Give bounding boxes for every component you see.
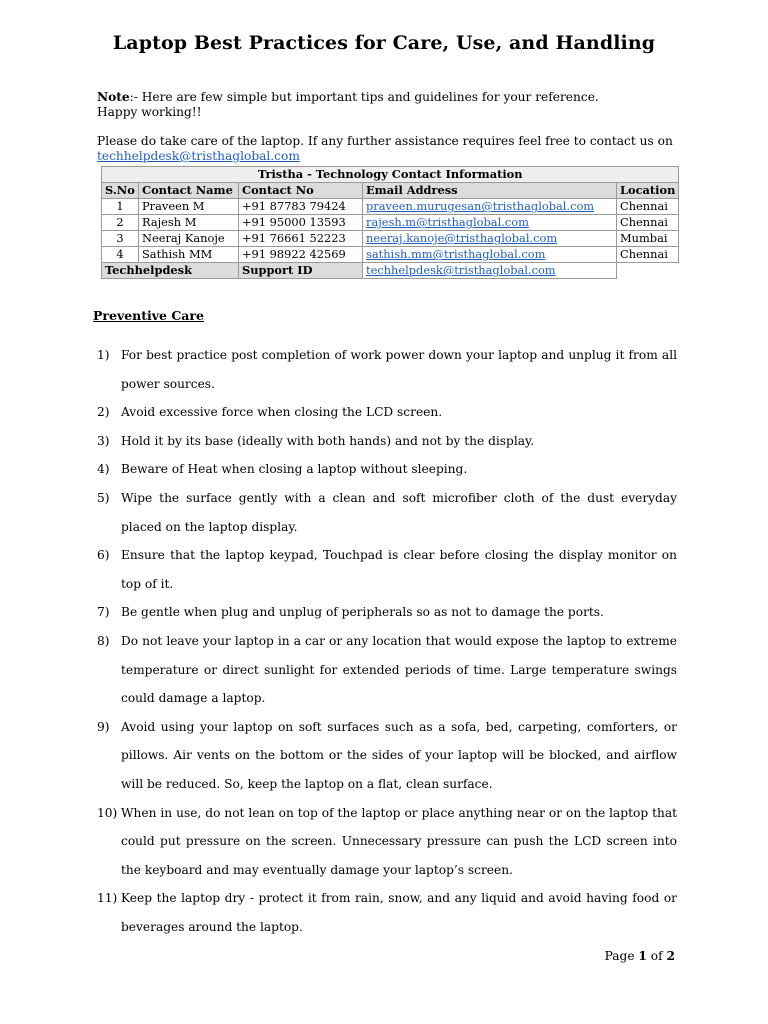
- cell-email-link[interactable]: neeraj.kanoje@tristhaglobal.com: [366, 231, 558, 245]
- table-row: [102, 199, 679, 215]
- item-text: Ensure that the laptop keypad, Touchpad is clear before closing the display monitor on top of it.: [121, 548, 677, 591]
- note-text: :- Here are few simple but important tips and guidelines for your reference.: [129, 90, 599, 104]
- item-text: Hold it by its base (ideally with both hands) and not by the display.: [121, 433, 535, 448]
- list-item: [97, 541, 677, 598]
- item-number: 3): [97, 433, 110, 448]
- item-number: 8): [97, 633, 110, 648]
- list-item: [97, 455, 677, 484]
- item-number: 10): [97, 805, 118, 820]
- cell-name: Praveen M: [139, 199, 239, 215]
- cell-name: Neeraj Kanoje: [139, 231, 239, 247]
- list-item: [97, 799, 677, 885]
- cell-phone: +91 76661 52223: [239, 231, 363, 247]
- of-word: of: [650, 949, 663, 963]
- col-header-location: Location: [617, 183, 679, 199]
- item-text: Wipe the surface gently with a clean and soft microfiber cloth of the dust everyday placed on the laptop display.: [121, 490, 677, 534]
- page-number: 1: [638, 949, 647, 963]
- contact-table: [101, 166, 679, 279]
- cell-email-link[interactable]: praveen.murugesan@tristhaglobal.com: [366, 199, 595, 213]
- page-word: Page: [604, 949, 635, 963]
- list-item: [97, 427, 677, 456]
- cell-sno: 3: [102, 231, 139, 247]
- table-caption: Tristha - Technology Contact Information: [102, 167, 679, 183]
- item-text: Avoid using your laptop on soft surfaces such as a sofa, bed, carpeting, comforters, or pillows. Air vents on the bottom or the sides of your laptop will be blocked, and airflow will be reduced. So, keep the laptop on a flat, clean surface.: [121, 719, 677, 791]
- support-blank-cell: [617, 263, 679, 279]
- cell-name: Rajesh M: [139, 215, 239, 231]
- item-text: Keep the laptop dry - protect it from rain, snow, and any liquid and avoid having food or beverages around the laptop.: [121, 891, 677, 934]
- section-heading: Preventive Care: [93, 308, 204, 323]
- cell-location: Chennai: [617, 247, 679, 263]
- note-block: [97, 90, 697, 120]
- support-label: Techhelpdesk: [102, 263, 239, 279]
- item-number: 1): [97, 348, 110, 362]
- cell-location: Mumbai: [617, 231, 679, 247]
- item-text: Beware of Heat when closing a laptop without sleeping.: [121, 462, 468, 477]
- helpdesk-email-link[interactable]: techhelpdesk@tristhaglobal.com: [97, 149, 300, 163]
- list-item: [97, 484, 677, 541]
- col-header-name: Contact Name: [139, 183, 239, 199]
- item-text: Avoid excessive force when closing the LCD screen.: [121, 405, 443, 420]
- item-text: For best practice post completion of work power down your laptop and unplug it from all power sources.: [121, 348, 677, 391]
- cell-phone: +91 95000 13593: [239, 215, 363, 231]
- assist-paragraph: [97, 134, 697, 164]
- cell-location: Chennai: [617, 199, 679, 215]
- page-footer: [605, 949, 675, 963]
- table-row: [102, 215, 679, 231]
- item-number: 4): [97, 462, 110, 477]
- item-number: 9): [97, 719, 110, 734]
- support-id-label: Support ID: [239, 263, 363, 279]
- table-row: [102, 247, 679, 263]
- col-header-email: Email Address: [363, 183, 617, 199]
- item-number: 6): [97, 548, 110, 563]
- support-row: [102, 263, 679, 279]
- cell-phone: +91 98922 42569: [239, 247, 363, 263]
- page-total: 2: [666, 949, 675, 963]
- list-item: [97, 713, 677, 799]
- table-header-row: [102, 183, 679, 199]
- assist-text: Please do take care of the laptop. If any further assistance requires feel free to contact us on: [97, 134, 673, 148]
- item-text: Be gentle when plug and unplug of peripherals so as not to damage the ports.: [121, 605, 604, 620]
- table-caption-row: [102, 167, 679, 183]
- cell-sno: 2: [102, 215, 139, 231]
- cell-phone: +91 87783 79424: [239, 199, 363, 215]
- note-greeting: Happy working!!: [97, 105, 202, 119]
- item-text: Do not leave your laptop in a car or any location that would expose the laptop to extreme temperature or direct sunlight for extended periods of time. Large temperature swings could damage a laptop.: [121, 633, 677, 706]
- item-text: When in use, do not lean on top of the laptop or place anything near or on the laptop that could put pressure on the screen. Unnecessary pressure can push the LCD screen into the keyboard and may eventually damage your laptop’s screen.: [121, 805, 677, 877]
- list-item: [97, 598, 677, 627]
- cell-sno: 1: [102, 199, 139, 215]
- list-item: [97, 627, 677, 713]
- care-tips-list: [97, 341, 677, 941]
- item-number: 5): [97, 490, 110, 505]
- table-row: [102, 231, 679, 247]
- item-number: 7): [97, 605, 110, 620]
- page-title: Laptop Best Practices for Care, Use, and Handling: [112, 32, 656, 54]
- list-item: [97, 341, 677, 398]
- cell-email-link[interactable]: rajesh.m@tristhaglobal.com: [366, 215, 529, 229]
- item-number: 2): [97, 405, 110, 420]
- list-item: [97, 398, 677, 427]
- cell-email-link[interactable]: sathish.mm@tristhaglobal.com: [366, 247, 546, 261]
- item-number: 11): [97, 891, 118, 906]
- support-email-link[interactable]: techhelpdesk@tristhaglobal.com: [366, 263, 556, 277]
- cell-location: Chennai: [617, 215, 679, 231]
- note-label: Note: [97, 90, 130, 104]
- list-item: [97, 884, 677, 941]
- col-header-phone: Contact No: [239, 183, 363, 199]
- cell-name: Sathish MM: [139, 247, 239, 263]
- cell-sno: 4: [102, 247, 139, 263]
- col-header-sno: S.No: [102, 183, 139, 199]
